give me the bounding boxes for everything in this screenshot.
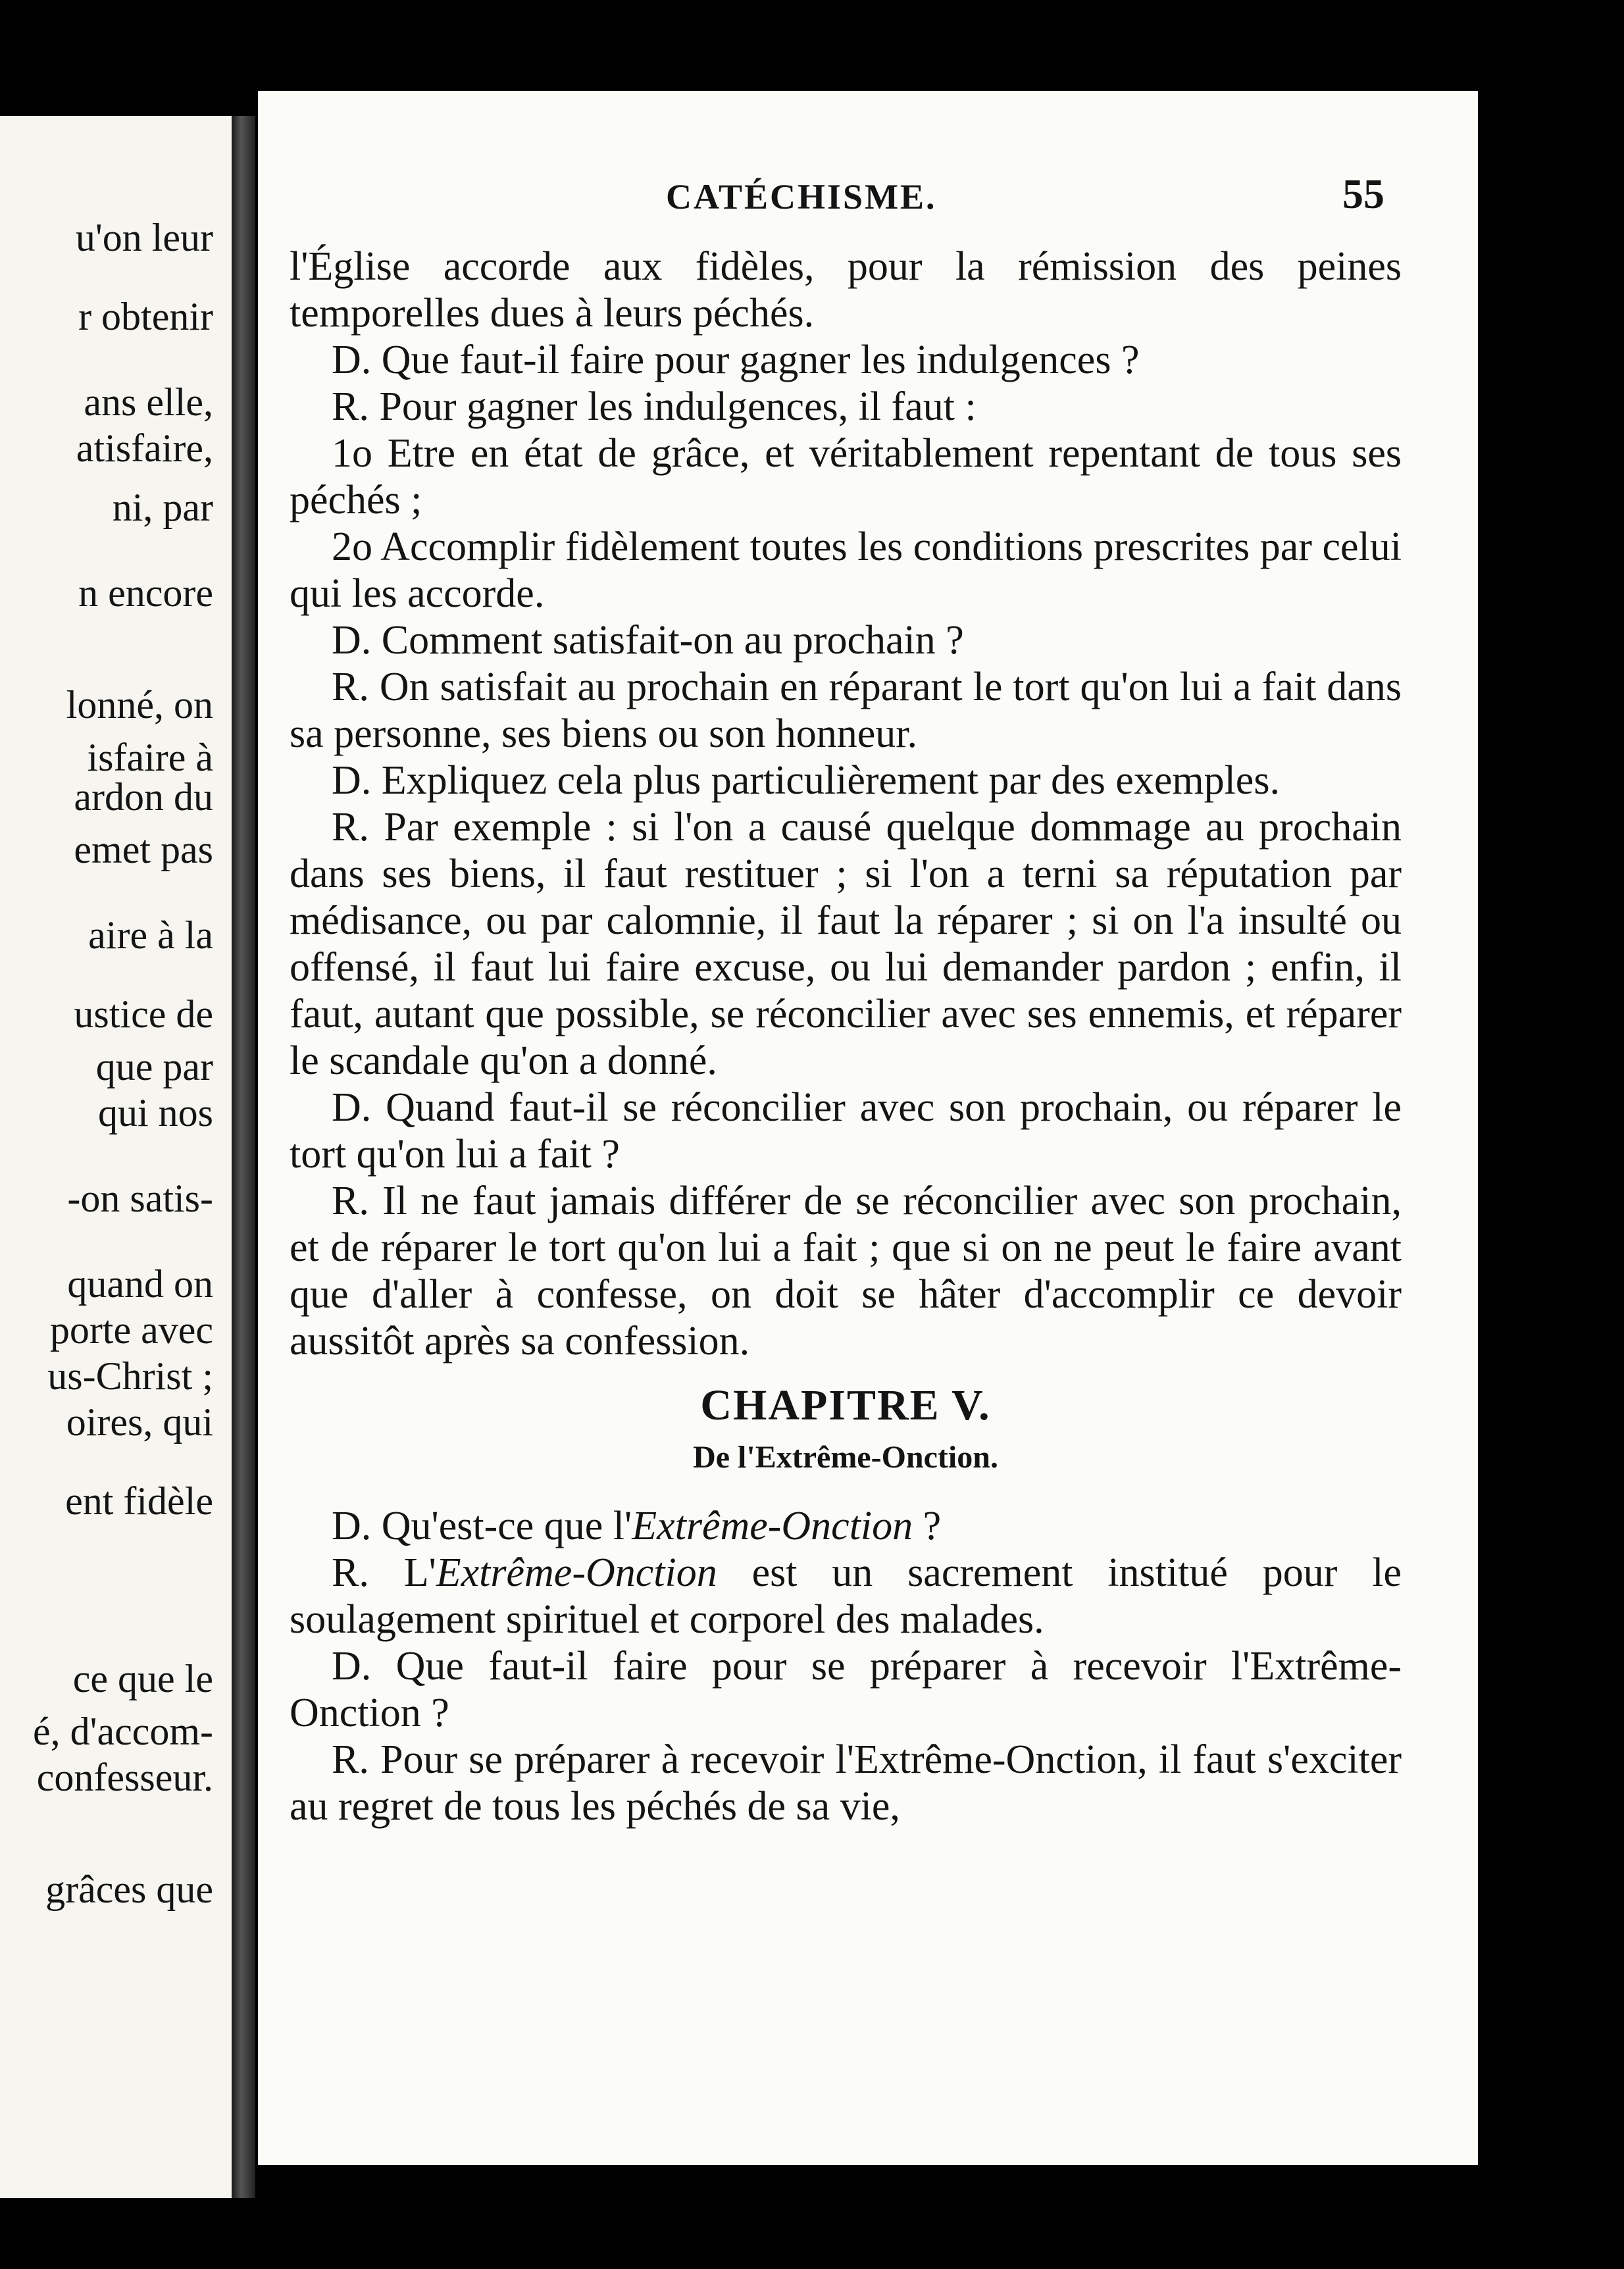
book-spine — [232, 116, 255, 2198]
answer: R. Pour gagner les indulgences, il faut : — [332, 384, 977, 429]
text-run: R. L' — [332, 1550, 436, 1595]
left-page-line: grâces que — [45, 1868, 213, 1911]
italic-term: Extrême-Onction — [436, 1550, 717, 1595]
left-page-line: porte avec — [49, 1308, 213, 1352]
right-page — [258, 91, 1478, 2165]
answer: R. Par exemple : si l'on a causé quelque dommage au prochain dans ses biens, il faut restituer ; si l'on a terni sa réputation par médisance, ou par calomnie, il faut la réparer ; si on l'a insulté ou offensé, il faut lui faire excuse, ou lui demander pardon ; enfin, il faut, autant que possible, se réconcilier avec ses ennemis, et réparer le scandale qu'on a donné. — [290, 805, 1402, 1083]
left-page-line: ent fidèle — [65, 1479, 213, 1523]
answer: R. Il ne faut jamais différer de se réconcilier avec son prochain, et de réparer le tort qu'on lui a fait ; que si on ne peut le faire avant que d'aller à confesse, on doit se hâter d'accomplir ce devoir aussitôt après sa confession. — [290, 1179, 1402, 1364]
chapter-title: CHAPITRE V. — [700, 1381, 991, 1429]
answer — [290, 1737, 1402, 1830]
left-page-line: aire à la — [88, 913, 213, 957]
left-page-line: ustice de — [74, 992, 213, 1036]
left-page-line: emet pas — [74, 828, 213, 871]
left-page-line: ans elle, — [84, 380, 213, 424]
left-page-line: ce que le — [72, 1657, 213, 1700]
left-page-line: us-Christ ; — [47, 1354, 213, 1398]
left-page-line: que par — [95, 1045, 213, 1088]
text-run: ? — [913, 1504, 942, 1548]
list-item: 2o Accomplir fidèlement toutes les conditions prescrites par celui qui les accorde. — [290, 524, 1402, 616]
left-page-line: confesseur. — [36, 1756, 213, 1799]
list-item: 1o Etre en état de grâce, et véritablement repentant de tous ses péchés ; — [290, 431, 1402, 523]
left-page-line: r obtenir — [78, 295, 213, 338]
page-body — [290, 243, 1402, 1830]
italic-term: Extrême-Onction — [632, 1504, 913, 1548]
running-title: CATÉCHISME. — [666, 177, 937, 217]
answer: R. On satisfait au prochain en réparant le tort qu'on lui a fait dans sa personne, ses biens ou son honneur. — [290, 665, 1402, 756]
page-number: 55 — [1342, 170, 1384, 217]
paragraph: l'Église accorde aux fidèles, pour la rémission des peines temporelles dues à leurs péchés. — [290, 244, 1402, 336]
left-page-fragment — [0, 116, 236, 2198]
answer — [290, 1550, 1402, 1643]
question — [290, 1643, 1402, 1737]
left-page-line: u'on leur — [75, 216, 213, 259]
text-run: est un sacrement institué pour le soulagement spirituel et corporel des malades. — [290, 1550, 1402, 1642]
text-run: D. Qu'est-ce que l' — [332, 1504, 632, 1548]
text-run: D. Que faut-il faire pour se préparer à recevoir l'Extrême-Onction ? — [290, 1644, 1402, 1735]
left-page-line: ni, par — [112, 486, 213, 529]
question — [290, 1503, 1402, 1550]
left-page-line: -on satis- — [67, 1177, 213, 1220]
left-page-line: quand on — [67, 1262, 213, 1306]
question: D. Quand faut-il se réconcilier avec son prochain, ou réparer le tort qu'on lui a fait ? — [290, 1085, 1402, 1177]
left-page-line: é, d'accom- — [33, 1710, 213, 1753]
question: D. Comment satisfait-on au prochain ? — [332, 618, 964, 663]
left-page-line: n encore — [78, 571, 213, 615]
page-header — [258, 170, 1478, 229]
question: D. Que faut-il faire pour gagner les indulgences ? — [332, 338, 1140, 382]
left-page-line: lonné, on — [66, 683, 213, 727]
left-page-line: oires, qui — [66, 1400, 213, 1444]
left-page-line: ardon du — [74, 775, 213, 819]
text-run: R. Pour se préparer à recevoir l'Extrême-Onction, il faut s'exciter au regret de tous les péchés de sa vie, — [290, 1737, 1402, 1829]
chapter-subtitle: De l'Extrême-Onction. — [693, 1440, 998, 1475]
left-page-line: qui nos — [97, 1091, 213, 1134]
question: D. Expliquez cela plus particulièrement par des exemples. — [332, 758, 1280, 803]
left-page-line: isfaire à — [87, 736, 213, 779]
left-page-line: atisfaire, — [76, 426, 213, 470]
